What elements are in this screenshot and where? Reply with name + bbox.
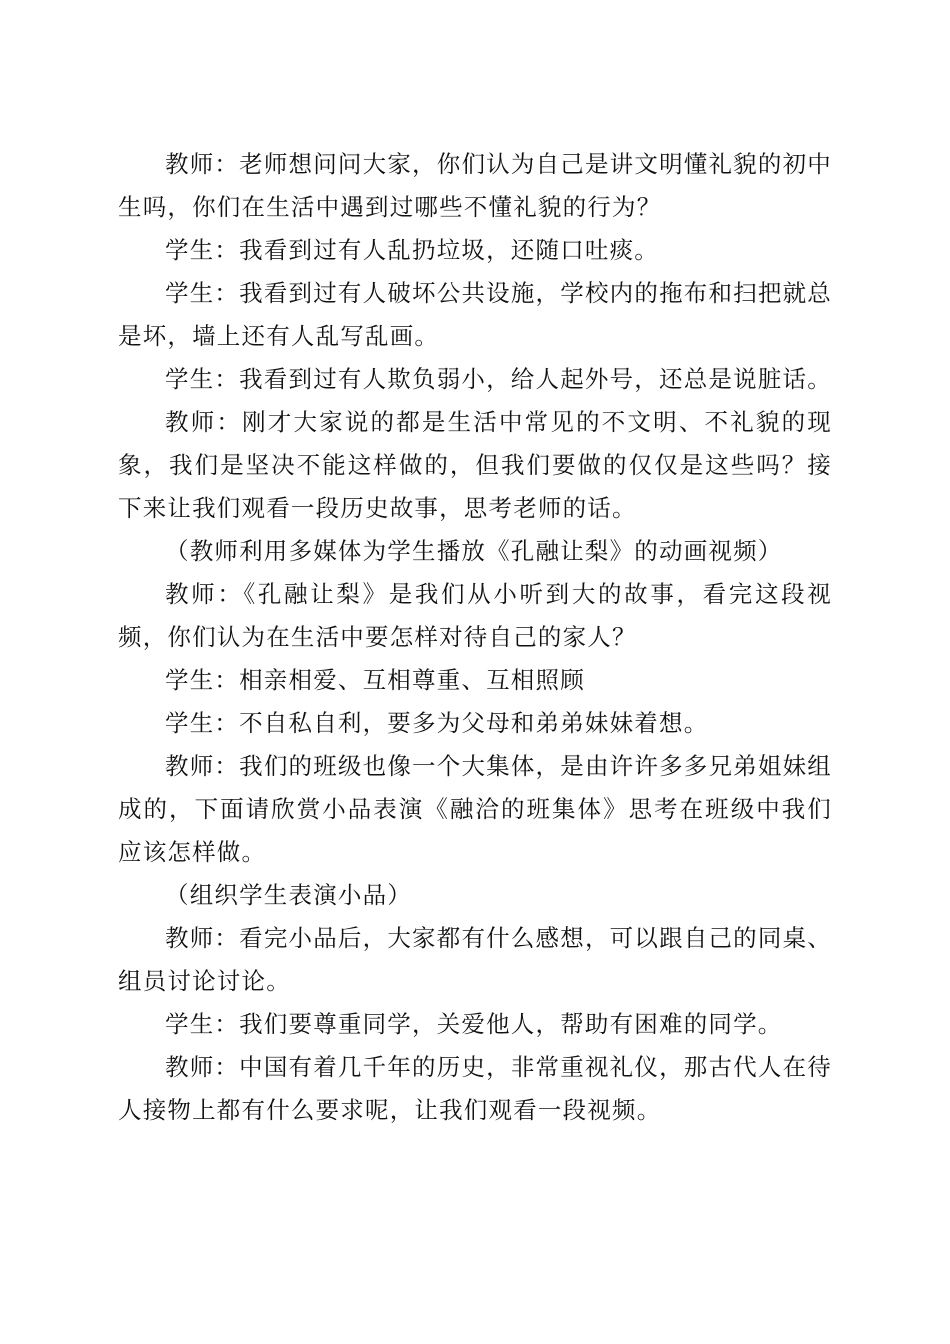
paragraph-teacher-remark: 教师：刚才大家说的都是生活中常见的不文明、不礼貌的现象，我们是坚决不能这样做的，但我们要做的仅仅是这些吗？接下来让我们观看一段历史故事，思考老师的话。 [118, 408, 832, 522]
paragraph-student-answer: 学生：我看到过有人破坏公共设施，学校内的拖布和扫把就总是坏，墙上还有人乱写乱画。 [118, 279, 832, 350]
paragraph-teacher-question: 教师：《孔融让梨》是我们从小听到大的故事，看完这段视频，你们认为在生活中要怎样对待自己的家人？ [118, 580, 832, 651]
paragraph-stage-direction: （组织学生表演小品） [165, 881, 412, 909]
paragraph-student-answer: 学生：我们要尊重同学，关爱他人，帮助有困难的同学。 [165, 1010, 783, 1038]
paragraph-student-answer: 学生：不自私自利，要多为父母和弟弟妹妹着想。 [165, 709, 709, 737]
paragraph-student-answer: 学生：我看到过有人乱扔垃圾，还随口吐痰。 [165, 236, 659, 264]
paragraph-teacher-remark: 教师：中国有着几千年的历史，非常重视礼仪，那古代人在待人接物上都有什么要求呢，让我们观看一段视频。 [118, 1053, 832, 1124]
paragraph-stage-direction: （教师利用多媒体为学生播放《孔融让梨》的动画视频） [165, 537, 783, 565]
document-body [118, 143, 832, 1132]
paragraph-teacher-remark: 教师：看完小品后，大家都有什么感想，可以跟自己的同桌、组员讨论讨论。 [118, 924, 832, 995]
paragraph-student-answer: 学生：相亲相爱、互相尊重、互相照顾 [165, 666, 585, 694]
paragraph-teacher-question: 教师：老师想问问大家，你们认为自己是讲文明懂礼貌的初中生吗，你们在生活中遇到过哪些不懂礼貌的行为？ [118, 150, 832, 221]
paragraph-student-answer: 学生：我看到过有人欺负弱小，给人起外号，还总是说脏话。 [165, 365, 832, 393]
paragraph-teacher-remark: 教师：我们的班级也像一个大集体，是由许许多多兄弟姐妹组成的，下面请欣赏小品表演《融洽的班集体》思考在班级中我们应该怎样做。 [118, 752, 832, 866]
